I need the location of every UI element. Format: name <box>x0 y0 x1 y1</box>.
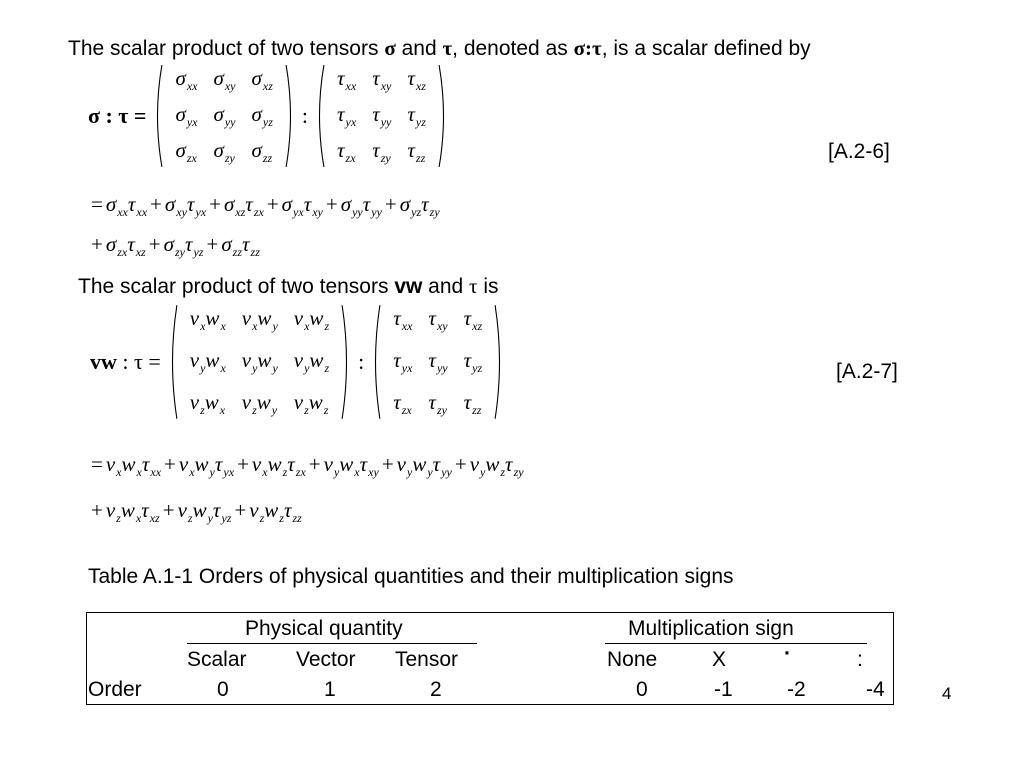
tau-symbol: τ <box>469 274 478 298</box>
matrix-entry-symbol: $\sigma_{xz}$ <box>251 66 273 93</box>
right-paren-icon <box>494 304 505 420</box>
matrix-entry-symbol: $\tau_{yy}$ <box>428 348 448 375</box>
plus-sign: + <box>150 192 162 216</box>
equals-sign: = <box>91 452 103 476</box>
plus-sign: + <box>266 192 279 216</box>
matrix-entry <box>420 348 455 376</box>
left-paren-icon <box>167 304 178 420</box>
expansion-term: $v_z$ <box>105 498 121 525</box>
matrix-entry-w: $w_z$ <box>309 348 330 375</box>
plus-sign: + <box>237 452 249 476</box>
header-scalar: Scalar <box>187 648 247 671</box>
matrix-entry <box>182 306 234 334</box>
expansion-term: $\tau_{xy}$ <box>359 452 379 479</box>
expansion-term: $\sigma_{zz}$ <box>221 232 243 259</box>
matrix-entry-symbol: $\tau_{xx}$ <box>393 306 413 333</box>
plus-sign: + <box>148 232 161 256</box>
eq2-lhs <box>90 349 161 375</box>
matrix-entry-v: $v_x$ <box>189 306 206 333</box>
matrix-entry <box>206 102 244 130</box>
matrix-entry <box>244 138 281 166</box>
expansion-term: $\tau_{xz}$ <box>141 498 160 525</box>
matrix-entry <box>206 138 244 166</box>
group-header-physical-quantity: Physical quantity <box>245 617 403 640</box>
matrix-entry <box>420 390 455 418</box>
colon-operator: : <box>358 349 365 374</box>
tau-symbol: τ <box>442 36 453 60</box>
matrix-entry <box>399 138 434 166</box>
expansion-term: $v_x$ <box>105 452 122 479</box>
expansion-term: $\tau_{yy}$ <box>432 452 452 479</box>
matrix-entry-symbol: $\tau_{yz}$ <box>407 102 426 129</box>
matrix-entry-symbol: $\tau_{zz}$ <box>407 138 426 165</box>
expansion-term: $\tau_{zy}$ <box>421 192 440 219</box>
matrix-entry <box>456 348 491 376</box>
matrix-entry-symbol: $\tau_{xy}$ <box>428 306 448 333</box>
expansion-term: $v_z$ <box>177 498 193 525</box>
expansion-term: $\tau_{zz}$ <box>242 232 260 259</box>
intro-text-c: , is a scalar defined by <box>601 37 811 60</box>
eq1-expansion-line1 <box>88 192 440 220</box>
matrix-entry-symbol: $\tau_{xy}$ <box>372 66 392 93</box>
matrix-entry <box>329 138 364 166</box>
matrix-entry-v: $v_y$ <box>241 348 258 375</box>
matrix-entry-v: $v_z$ <box>293 390 309 417</box>
right-paren-icon <box>438 64 449 168</box>
matrix-entry <box>182 348 234 376</box>
expansion-term: $\sigma_{xx}$ <box>105 192 128 219</box>
matrix-entry-symbol: $\sigma_{zx}$ <box>175 138 197 165</box>
equation-label-a2-6: [A.2-6] <box>828 140 890 163</box>
plus-sign: + <box>91 498 103 522</box>
expansion-term: $\sigma_{xy}$ <box>164 192 187 219</box>
expansion-term: $v_x$ <box>178 452 195 479</box>
expansion-term: $\sigma_{yz}$ <box>399 192 422 219</box>
sigma-symbol: σ <box>384 36 396 60</box>
plus-sign: + <box>381 452 394 476</box>
plus-sign: + <box>162 498 175 522</box>
intro2-line <box>78 274 499 299</box>
matrix-entry <box>420 306 455 334</box>
left-paren-icon <box>314 64 325 168</box>
header-dot: · <box>784 642 791 665</box>
right-paren-icon <box>285 64 296 168</box>
expansion-term: $\tau_{zy}$ <box>505 452 524 479</box>
equation-a2-7 <box>90 304 505 420</box>
matrix-entry-symbol: $\sigma_{yx}$ <box>175 102 198 129</box>
expansion-term: $\tau_{yz}$ <box>212 498 232 525</box>
page-number: 4 <box>942 684 952 703</box>
order-colon: -4 <box>866 678 885 701</box>
expansion-term: $\tau_{zx}$ <box>287 452 306 479</box>
matrix-entry-w: $w_y$ <box>256 390 278 417</box>
matrix-entry <box>456 390 491 418</box>
expansion-term: $v_x$ <box>251 452 268 479</box>
right-paren-icon <box>341 304 352 420</box>
table-caption: Table A.1-1 Orders of physical quantities and their multiplication signs <box>88 565 734 588</box>
matrix-entry-symbol: $\tau_{yz}$ <box>463 348 483 375</box>
plus-sign: + <box>91 232 103 256</box>
matrix-entry-v: $v_z$ <box>189 390 205 417</box>
matrix-entry-symbol: $\tau_{xz}$ <box>407 66 426 93</box>
matrix-entry <box>167 138 205 166</box>
matrix-entry-w: $w_z$ <box>309 306 330 333</box>
row-label-order: Order <box>88 678 142 701</box>
expansion-term: $w_x$ <box>339 452 360 479</box>
expansion-term: $\tau_{zx}$ <box>245 192 264 219</box>
expansion-term: $w_y$ <box>194 452 215 479</box>
matrix-entry <box>234 390 286 418</box>
matrix-entry <box>329 66 364 94</box>
expansion-term: $\tau_{zz}$ <box>283 498 302 525</box>
group-underline <box>605 643 867 644</box>
expansion-term: $w_x$ <box>121 452 142 479</box>
matrix-entry-w: $w_x$ <box>205 348 226 375</box>
expansion-term: $\tau_{xx}$ <box>141 452 162 479</box>
intro-line <box>68 36 811 61</box>
matrix-entry-symbol: $\sigma_{xx}$ <box>175 66 198 93</box>
matrix-entry <box>206 66 244 94</box>
header-none: None <box>607 648 658 671</box>
eq2-lhs-vw: vw <box>90 349 117 374</box>
plus-sign: + <box>308 452 321 476</box>
expansion-term: $\sigma_{zy}$ <box>163 232 185 259</box>
plus-sign: + <box>384 192 397 216</box>
equation-label-a2-7: [A.2-7] <box>836 360 898 383</box>
matrix-entry <box>234 306 286 334</box>
plus-sign: + <box>209 192 221 216</box>
expansion-term: $v_y$ <box>469 452 486 479</box>
matrix-entry-symbol: $\tau_{yx}$ <box>393 348 413 375</box>
orders-table <box>86 612 894 705</box>
expansion-term: $\tau_{yy}$ <box>362 192 382 219</box>
expansion-term: $\sigma_{yy}$ <box>340 192 363 219</box>
expansion-term: $\tau_{xz}$ <box>127 232 146 259</box>
matrix-entry-w: $w_x$ <box>204 390 226 417</box>
equation-a2-6 <box>88 64 449 168</box>
matrix-entry-w: $w_x$ <box>205 306 226 333</box>
matrix-entry-symbol: $\tau_{zz}$ <box>463 390 482 417</box>
intro-text-and: and <box>395 37 443 60</box>
matrix-entry-w: $w_y$ <box>257 306 278 333</box>
matrix-entry <box>234 348 286 376</box>
left-paren-icon <box>370 304 381 420</box>
matrix-entry-symbol: $\tau_{yx}$ <box>337 102 357 129</box>
expansion-term: $v_z$ <box>249 498 265 525</box>
left-paren-icon <box>152 64 163 168</box>
group-underline <box>187 643 477 644</box>
expansion-term: $w_z$ <box>267 452 288 479</box>
matrix-entry-w: $w_y$ <box>257 348 278 375</box>
expansion-term: $v_y$ <box>323 452 340 479</box>
expansion-term: $\tau_{yz}$ <box>184 232 204 259</box>
expansion-term: $v_y$ <box>396 452 413 479</box>
matrix-entry <box>385 390 420 418</box>
matrix-entry <box>364 66 399 94</box>
colon-operator: : <box>301 103 308 128</box>
eq1-lhs: σ : τ = <box>88 103 147 128</box>
expansion-term: $\sigma_{xz}$ <box>223 192 246 219</box>
eq1-expansion-line2 <box>88 232 260 260</box>
matrix-entry-symbol: $\tau_{yy}$ <box>372 102 392 129</box>
eq2-lhs-rest: : τ = <box>116 349 161 374</box>
matrix-entry-v: $v_z$ <box>241 390 257 417</box>
expansion-term: $w_y$ <box>412 452 433 479</box>
plus-sign: + <box>454 452 467 476</box>
plus-sign: + <box>234 498 247 522</box>
intro2-text-and: and <box>422 275 470 298</box>
plus-sign: + <box>206 232 219 256</box>
plus-sign: + <box>164 452 176 476</box>
header-x: X <box>712 648 727 671</box>
expansion-term: $\sigma_{yx}$ <box>281 192 304 219</box>
matrix-entry <box>364 102 399 130</box>
expansion-term: $\tau_{xy}$ <box>303 192 323 219</box>
intro-text-a: The scalar product of two tensors <box>68 37 385 60</box>
expansion-term: $w_y$ <box>192 498 213 525</box>
order-vector: 1 <box>324 678 336 701</box>
matrix-entry-v: $v_y$ <box>293 348 310 375</box>
group-header-multiplication-sign: Multiplication sign <box>628 617 794 640</box>
matrix-entry <box>286 348 337 376</box>
matrix-entry-symbol: $\sigma_{yz}$ <box>251 102 273 129</box>
expansion-term: $\tau_{yx}$ <box>214 452 235 479</box>
matrix-entry <box>182 390 234 418</box>
matrix-entry-symbol: $\tau_{xx}$ <box>337 66 357 93</box>
matrix-entry <box>244 66 281 94</box>
expansion-term: $w_z$ <box>485 452 506 479</box>
matrix-entry <box>364 138 399 166</box>
matrix-entry <box>286 306 337 334</box>
plus-sign: + <box>325 192 338 216</box>
matrix-entry <box>399 66 434 94</box>
expansion-term: $\tau_{xx}$ <box>127 192 148 219</box>
expansion-term: $\tau_{yx}$ <box>186 192 207 219</box>
matrix-entry-v: $v_x$ <box>293 306 310 333</box>
matrix-entry <box>244 102 281 130</box>
matrix-entry <box>385 348 420 376</box>
eq2-expansion-line2 <box>88 498 302 526</box>
vw-symbol: vw <box>394 275 423 298</box>
matrix-entry-v: $v_y$ <box>189 348 206 375</box>
header-colon: : <box>857 648 863 671</box>
intro2-text-b: is <box>477 275 499 298</box>
order-scalar: 0 <box>217 678 229 701</box>
matrix-entry-symbol: $\tau_{xz}$ <box>463 306 483 333</box>
matrix-entry-symbol: $\sigma_{zy}$ <box>213 138 235 165</box>
equals-sign: = <box>91 192 103 216</box>
order-dot: -2 <box>787 678 806 701</box>
order-tensor: 2 <box>430 678 442 701</box>
matrix-entry-symbol: $\tau_{zy}$ <box>428 390 447 417</box>
matrix-entry-symbol: $\tau_{zy}$ <box>372 138 391 165</box>
intro-text-b: , denoted as <box>452 37 574 60</box>
matrix-entry <box>399 102 434 130</box>
expansion-term: $\sigma_{zx}$ <box>105 232 128 259</box>
matrix-entry-symbol: $\sigma_{yy}$ <box>213 102 236 129</box>
matrix-entry-v: $v_x$ <box>241 306 258 333</box>
intro2-text-a: The scalar product of two tensors <box>78 275 395 298</box>
eq2-expansion-line1 <box>88 452 524 480</box>
expansion-term: $w_x$ <box>120 498 142 525</box>
matrix-entry <box>385 306 420 334</box>
header-tensor: Tensor <box>395 648 459 671</box>
tau-matrix-2 <box>370 304 505 420</box>
matrix-entry-w: $w_z$ <box>308 390 329 417</box>
expansion-term: $w_z$ <box>264 498 284 525</box>
matrix-entry <box>456 306 491 334</box>
matrix-entry-symbol: $\sigma_{xy}$ <box>213 66 236 93</box>
matrix-entry <box>167 102 205 130</box>
header-vector: Vector <box>296 648 356 671</box>
matrix-entry-symbol: $\tau_{zx}$ <box>337 138 356 165</box>
order-none: 0 <box>636 678 648 701</box>
tau-matrix <box>314 64 449 168</box>
sigma-matrix <box>152 64 295 168</box>
matrix-entry <box>167 66 205 94</box>
order-x: -1 <box>714 678 733 701</box>
matrix-entry <box>286 390 337 418</box>
matrix-entry-symbol: $\tau_{zx}$ <box>393 390 412 417</box>
vw-matrix <box>167 304 352 420</box>
sigma-tau-symbol: σ:τ <box>573 36 602 60</box>
matrix-entry <box>329 102 364 130</box>
matrix-entry-symbol: $\sigma_{zz}$ <box>251 138 273 165</box>
